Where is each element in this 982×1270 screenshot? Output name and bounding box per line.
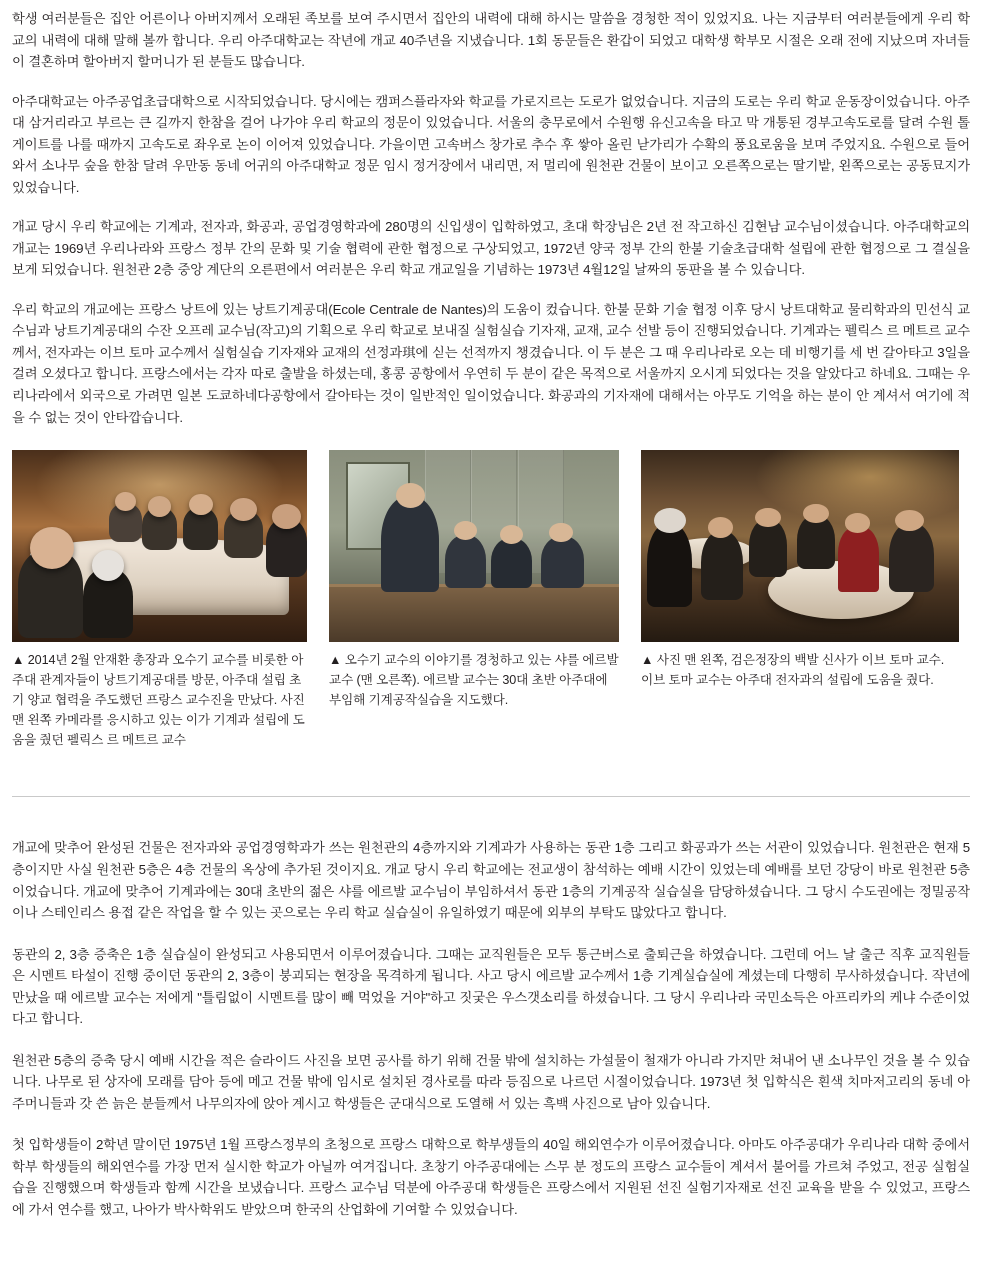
photo-dinner-table (12, 450, 307, 642)
photo-caption: ▲ 2014년 2월 안재환 총장과 오수기 교수를 비롯한 아주대 관계자들이 낭트기계공대를 방문, 아주대 설립 초기 양교 협력을 주도했던 프랑스 교수진을 만났다. 사진 맨 왼쪽 카메라를 응시하고 있는 이가 기계과 설립에 도움을 줬던 펠릭스 르 메트르 교수 (12, 653, 305, 747)
paragraph: 우리 학교의 개교에는 프랑스 낭트에 있는 낭트기계공대(Ecole Centrale de Nantes)의 도움이 컸습니다. 한불 문화 기술 협정 이후 당시 낭트대학교 물리학과의 민선식 교수님과 낭트기계공대의 수잔 오프레 교수님(작고)의 기획으로 우리 학교로 보내질 실험실습 기자재, 교재, 교수 선발 등이 진행되었습니다. 기계과는 펠릭스 르 메트르 교수께서, 전자과는 이브 토마 교수께서 실험실습 기자재와 교재의 선정과琪에 싣는 선적까지 챙겼습니다. 이 두 분은 그 때 우리나라로 오는 데 비행기를 세 번 갈아타고 3일을 걸려 오셨다고 합니다. 프랑스에서는 각자 따로 출발을 하셨는데, 홍콩 공항에서 우연히 두 분이 같은 목적으로 서울까지 오시게 되었다는 것을 알았다고 하네요. 그때는 우리나라에서 외국으로 가려면 일본 도쿄하네다공항에서 갈아타는 것이 일반적인 일이었습니다. 화공과의 기자재에 대해서는 아무도 기억을 하는 분이 안 계셔서 여기에 적을 수 없는 것이 안타깝습니다. (12, 301, 970, 425)
photo-lecture-room (329, 450, 619, 642)
photo-people-overlay (12, 450, 307, 642)
panel-desk (329, 584, 619, 642)
photo-figure-3 (641, 450, 959, 750)
article-upper-section (12, 8, 970, 428)
paragraph: 동관의 2, 3층 증축은 1층 실습실이 완성되고 사용되면서 이루어졌습니다. 그때는 교직원들은 모두 통근버스로 출퇴근을 하였습니다. 그런데 어느 날 출근 직후 교직원들은 시멘트 타설이 진행 중이던 동관의 2, 3층이 붕괴되는 현장을 목격하게 됩니다. 사고 당시 에르발 교수께서 1층 기계실습실에 계셨는데 다행히 무사하셨습니다. 작년에 만났을 때 에르발 교수는 저에게 "틀림없이 시멘트를 많이 빼 먹었을 거야"하고 짓궂은 우스갯소리를 하셨습니다. 그 당시 우리나라 국민소득은 아프리카의 케냐 수준이었다고 합니다. (12, 946, 970, 1027)
paragraph: 학생 여러분들은 집안 어른이나 아버지께서 오래된 족보를 보여 주시면서 집안의 내력에 대해 하시는 말씀을 경청한 적이 있었지요. 나는 지금부터 여러분들에게 우리 학교의 내력에 대해 말해 볼까 합니다. 우리 아주대학교는 작년에 개교 40주년을 지냈습니다. 1회 동문들은 환갑이 되었고 대학생 학부모 시절은 오래 전에 지났으며 자녀들이 결혼하며 할아버지 할머니가 된 분들도 많습니다. (12, 11, 970, 70)
photo-caption: ▲ 사진 맨 왼쪽, 검은정장의 백발 신사가 이브 토마 교수. 이브 토마 교수는 아주대 전자과의 설립에 도움을 줬다. (641, 653, 945, 687)
photo-figure-2 (329, 450, 619, 750)
photo-banquet-room (641, 450, 959, 642)
paragraph: 아주대학교는 아주공업초급대학으로 시작되었습니다. 당시에는 캠퍼스플라자와 학교를 가로지르는 도로가 없었습니다. 지금의 도로는 우리 학교 운동장이었습니다. 아주대 삼거리라고 부르는 큰 길까지 한참을 걸어 나가야 우리 학교의 정문이 있었습니다. 서울의 충무로에서 수원행 유신고속을 타고 막 개통된 경부고속도로를 달려 수원 톨게이트를 나를 때까지 고속도로 좌우로 논이 이어져 있었습니다. 가을이면 고속버스 창가로 추수 후 쌓아 올린 낟가리가 수확의 풍요로움을 보며 주었지요. 수원으로 들어와서 소나무 숲을 한참 달려 우만동 동네 어귀의 아주대학교 정문 임시 정거장에서 내리면, 저 멀리에 원천관 건물이 보이고 오른쪽으로는 딸기밭, 왼쪽으로는 공동묘지가 있었습니다. (12, 93, 970, 195)
section-divider (12, 796, 970, 797)
photo-gallery (12, 450, 970, 750)
paragraph: 첫 입학생들이 2학년 말이던 1975년 1월 프랑스정부의 초청으로 프랑스 대학으로 학부생들의 40일 해외연수가 이루어졌습니다. 아마도 아주공대가 우리나라 대학 중에서 학부 학생들의 해외연수를 가장 먼저 실시한 학교가 아닐까 여겨집니다. 초창기 아주공대에는 스무 분 정도의 프랑스 교수들이 계셔서 불어를 가르쳐 주었고, 전공 실험실습을 진행했으며 학생들과 함께 시간을 보냈습니다. 프랑스 교수님 덕분에 아주공대 학생들은 프랑스에서 지원된 선진 실험기자재로 선진 교육을 받을 수 있었고, 프랑스에 가서 연수를 했고, 나아가 박사학위도 받았으며 한국의 산업화에 기여할 수 있었습니다. (12, 1137, 971, 1217)
article-lower-section (12, 837, 970, 1220)
paragraph: 개교 당시 우리 학교에는 기계과, 전자과, 화공과, 공업경영학과에 280명의 신입생이 입학하였고, 초대 학장님은 2년 전 작고하신 김현남 교수님이셨습니다. 아주대학교의 개교는 1969년 우리나라와 프랑스 정부 간의 문화 및 기술 협력에 관한 협정으로 구상되었고, 1972년 양국 정부 간의 한불 기술초급대학 설립에 관한 협정으로 그 결실을 보게 되었습니다. 원천관 2층 중앙 계단의 오른편에서 여러분은 우리 학교 개교일을 기념하는 1973년 4월12일 날짜의 동판을 볼 수 있습니다. (12, 219, 970, 278)
paragraph: 개교에 맞추어 완성된 건물은 전자과와 공업경영학과가 쓰는 원천관의 4층까지와 기계과가 사용하는 동관 1층 그리고 화공과가 쓰는 서관이 있었습니다. 원천관은 현재 5층이지만 사실 원천관 5층은 4층 건물의 옥상에 추가된 것이지요. 개교 당시 우리 학교에는 전교생이 참석하는 예배 시간이 있었는데 예배를 보던 강당이 바로 원천관 5층이었습니다. 개교에 맞추어 기계과에는 30대 초반의 젊은 샤를 에르발 교수님이 부임하셔서 동관 1층의 기계공작 실습실을 담당하셨습니다. 그 당시 수도권에는 정밀공작이나 스테인리스 용접 같은 작업을 할 수 있는 곳으로는 우리 학교 실습실이 유일하였기 때문에 외부의 부탁도 많았다고 합니다. (12, 840, 970, 921)
photo-caption: ▲ 오수기 교수의 이야기를 경청하고 있는 샤를 에르발 교수 (맨 오른쪽). 에르발 교수는 30대 초반 아주대에 부임해 기계공작실습을 지도했다. (329, 653, 619, 707)
photo-figure-1 (12, 450, 307, 750)
paragraph: 원천관 5층의 증축 당시 예배 시간을 적은 슬라이드 사진을 보면 공사를 하기 위해 건물 밖에 설치하는 가설물이 철재가 아니라 가지만 쳐내어 낸 소나무인 것을 볼 수 있습니다. 나무로 된 상자에 모래를 담아 등에 메고 건물 밖에 임시로 설치된 경사로를 따라 등짐으로 나르던 시절이었습니다. 1973년 첫 입학식은 흰색 치마저고리의 동네 아주머니들과 갓 쓴 늙은 분들께서 나무의자에 앉아 계시고 학생들은 군대식으로 도열해 서 있는 흑백 사진으로 남아 있습니다. (12, 1052, 970, 1111)
